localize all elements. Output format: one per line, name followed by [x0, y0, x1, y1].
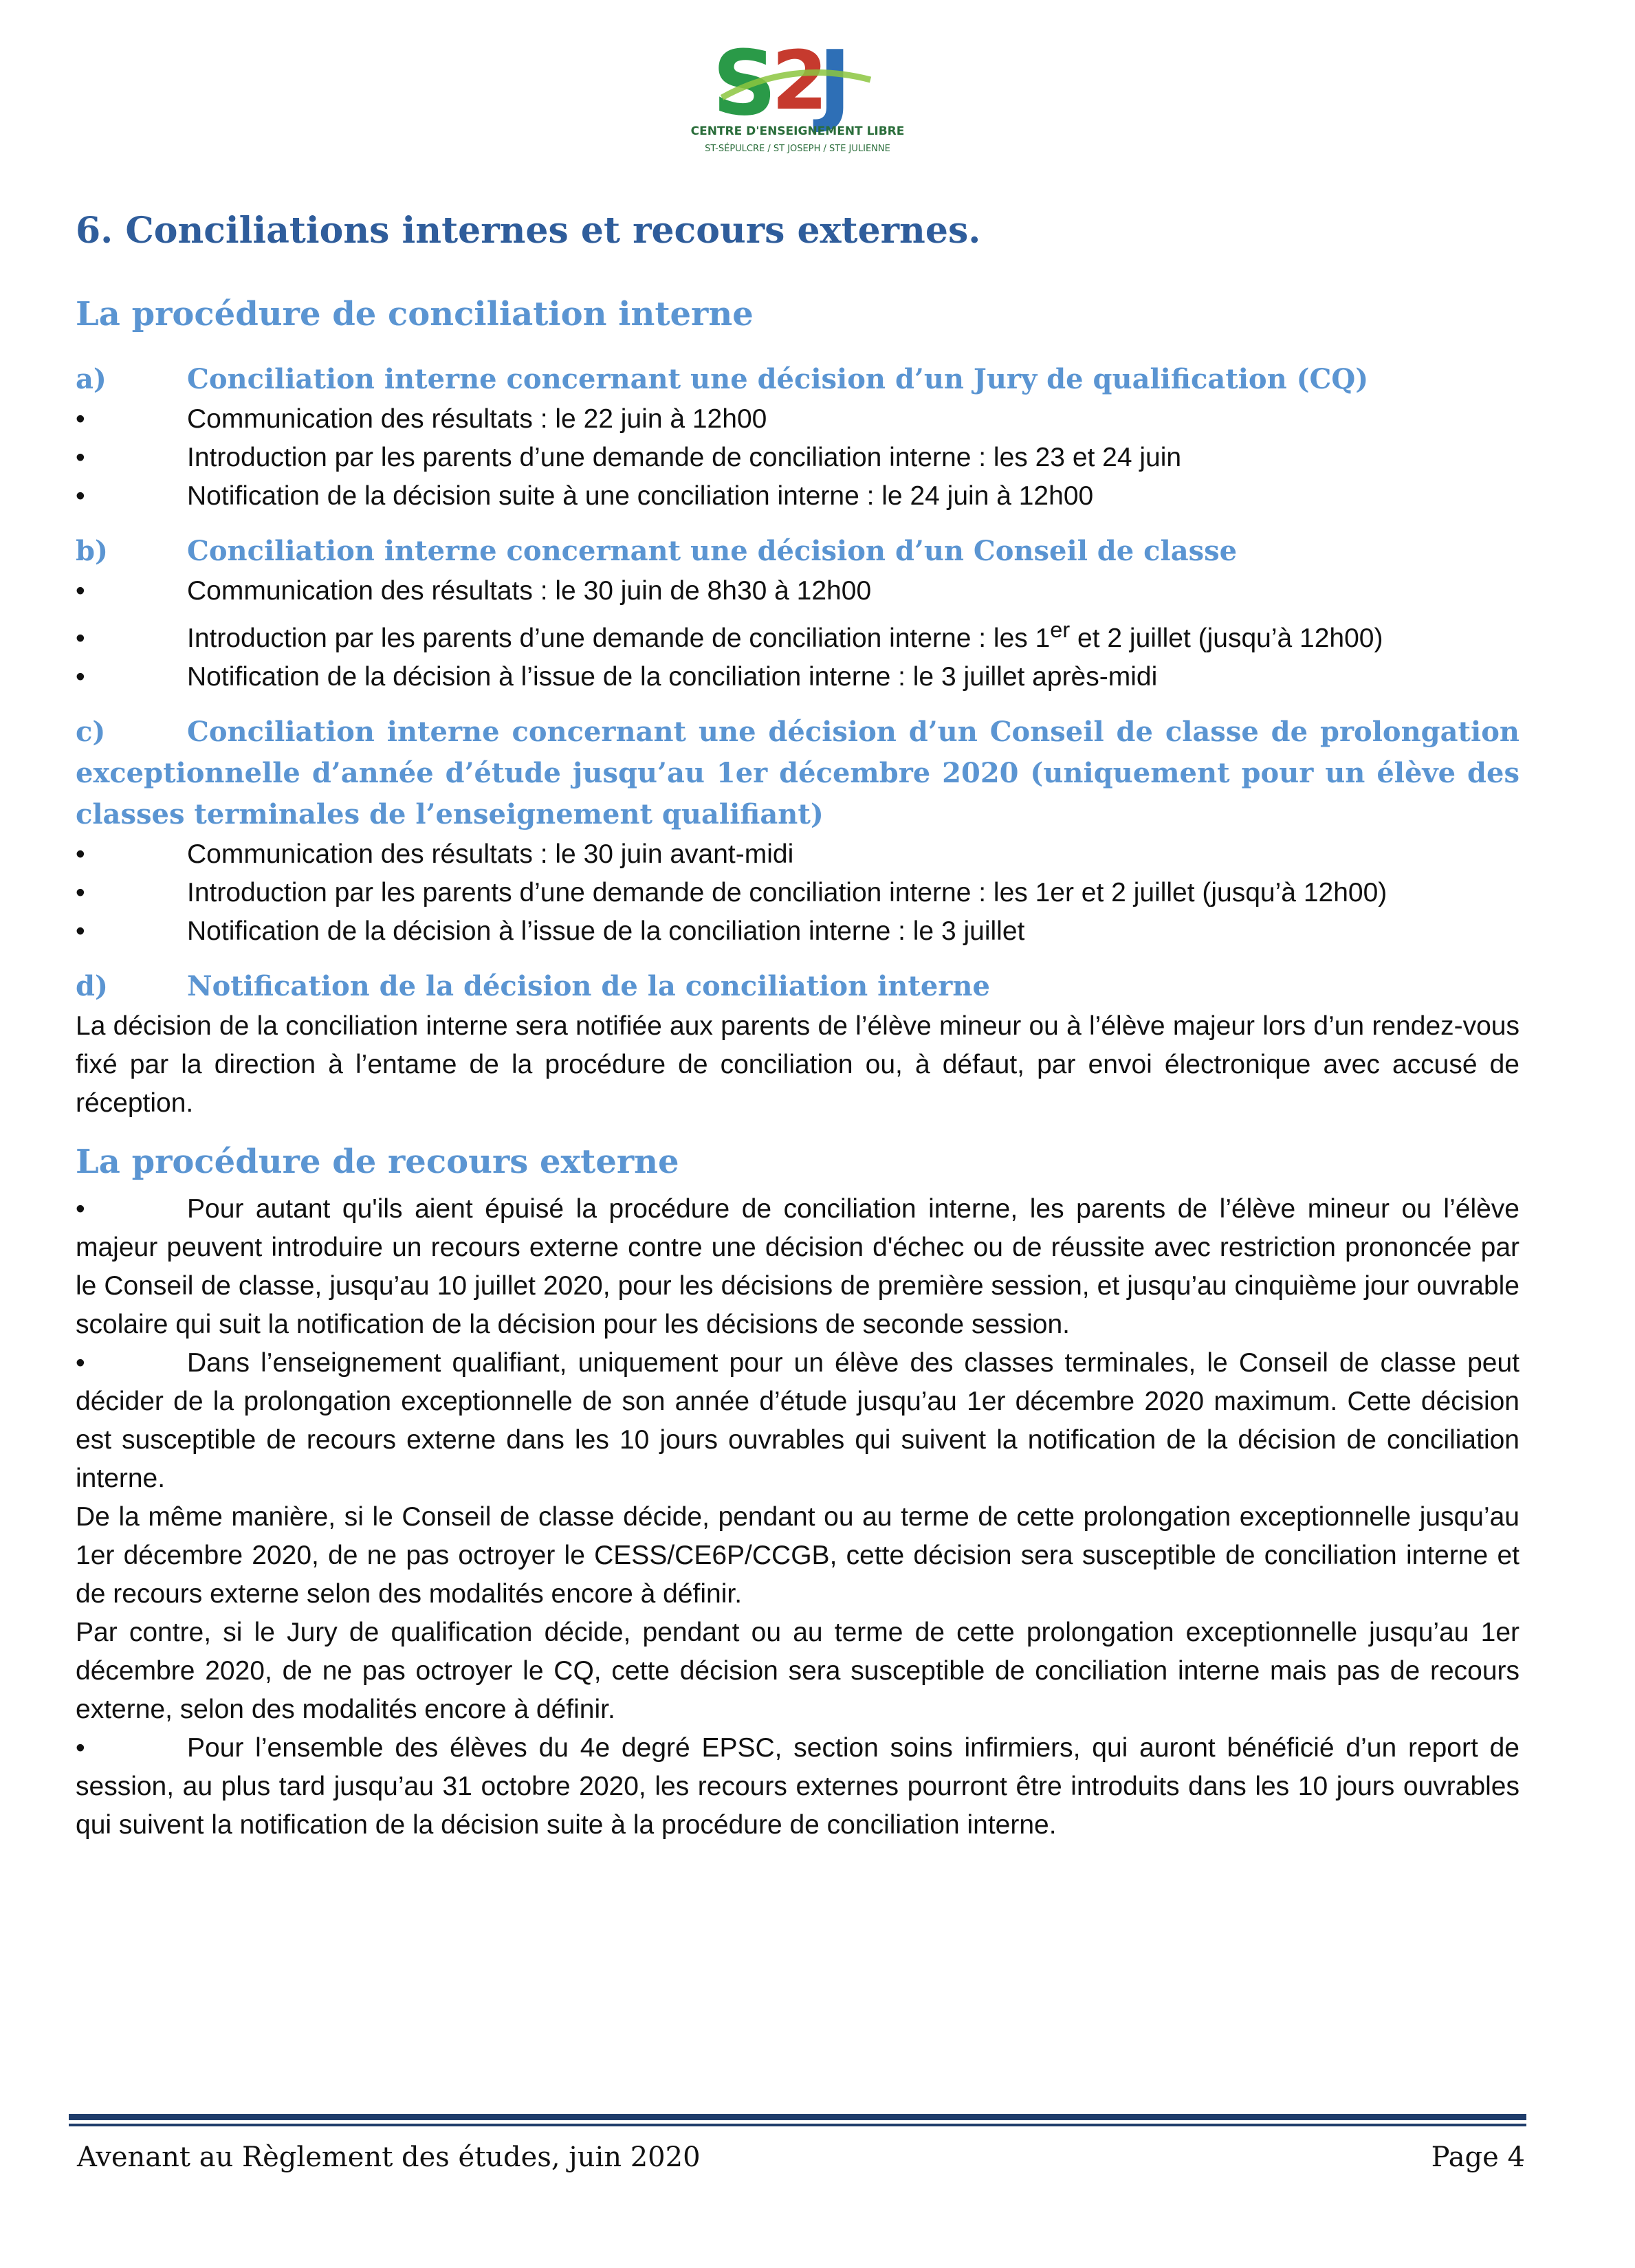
school-logo: [690, 31, 905, 162]
footer-divider: [69, 2114, 1526, 2120]
subsection-b-list: [76, 572, 1519, 696]
subsection-a-title: [76, 359, 1519, 400]
subsection-c-marker: c): [76, 716, 106, 748]
list-item: • Introduction par les parents d’une demande de conciliation interne : les 1er et 2 juillet (jusqu’à 12h00): [76, 617, 1383, 653]
list-item: • Notification de la décision à l’issue de la conciliation interne : le 3 juillet: [76, 916, 1025, 946]
external-list: [76, 1190, 1519, 1498]
document-body: [76, 206, 1519, 1845]
list-item: • Dans l’enseignement qualifiant, uniquement pour un élève des classes terminales, le Conseil de classe peut décider de la prolongation exceptionnelle de son année d’étude jusqu’au 1er décembre 2020 maximum. Cette décision est susceptible de recours externe dans les 10 jours ouvrables qui suivent la notification de la décision de conciliation interne.: [76, 1348, 1519, 1493]
subsection-d-label: Notification de la décision de la conciliation interne: [187, 970, 990, 1002]
subsection-d-marker: d): [76, 970, 108, 1002]
subsection-d-title: [76, 966, 1519, 1007]
subsection-c-label: Conciliation interne concernant une décision d’un Conseil de classe de prolongation exceptionnelle d’année d’étude jusqu’au 1er décembre 2020 (uniquement pour un élève des classes terminales de l’enseignement qualifiant): [76, 716, 1519, 830]
subsection-b-label: Conciliation interne concernant une décision d’un Conseil de classe: [187, 535, 1238, 567]
external-list-2: [76, 1729, 1519, 1845]
subsection-d-text: La décision de la conciliation interne sera notifiée aux parents de l’élève mineur ou à l’élève majeur lors d’un rendez-vous fixé par la direction à l’entame de la procédure de conciliation ou, à défaut, par envoi électronique avec accusé de réception.: [76, 1011, 1519, 1118]
logo-line2: ST-SÉPULCRE / ST JOSEPH / STE JULIENNE: [705, 144, 890, 154]
page-heading: 6. Conciliations internes et recours externes.: [76, 210, 981, 252]
subsection-a-list: [76, 400, 1519, 516]
list-item: • Pour autant qu'ils aient épuisé la procédure de conciliation interne, les parents de l’élève mineur ou l’élève majeur peuvent introduire un recours externe contre une décision d'échec ou de réussite avec restriction prononcée par le Conseil de classe, jusqu’au 10 juillet 2020, pour les décisions de première session, et jusqu’au cinquième jour ouvrable scolaire qui suit la notification de la décision pour les décisions de seconde session.: [76, 1194, 1519, 1339]
subsection-b-marker: b): [76, 535, 108, 567]
footer-page-number: Page 4: [1431, 2142, 1525, 2173]
footer-divider-thin: [69, 2124, 1526, 2126]
subsection-a-label: Conciliation interne concernant une décision d’un Jury de qualification (CQ): [187, 363, 1369, 395]
external-paragraph-1: De la même manière, si le Conseil de classe décide, pendant ou au terme de cette prolongation exceptionnelle jusqu’au 1er décembre 2020, de ne pas octroyer le CESS/CE6P/CCGB, cette décision sera susceptible de conciliation interne et de recours externe selon des modalités encore à définir.: [76, 1502, 1519, 1609]
subsection-c-list: [76, 835, 1519, 951]
list-item: • Communication des résultats : le 30 juin de 8h30 à 12h00: [76, 576, 872, 606]
list-item: • Communication des résultats : le 22 juin à 12h00: [76, 404, 767, 434]
subsection-a-marker: a): [76, 363, 107, 395]
list-item: • Pour l’ensemble des élèves du 4e degré EPSC, section soins infirmiers, qui auront bénéficié d’un report de session, au plus tard jusqu’au 31 octobre 2020, les recours externes pourront être introduits dans les 10 jours ouvrables qui suivent la notification de la décision suite à la procédure de conciliation interne.: [76, 1733, 1519, 1840]
list-item: • Notification de la décision à l’issue de la conciliation interne : le 3 juillet après-midi: [76, 662, 1158, 692]
logo-letter-j: J: [818, 31, 852, 135]
logo-letter-s: S: [712, 31, 777, 135]
internal-section-title: La procédure de conciliation interne: [76, 295, 754, 333]
external-paragraph-2: Par contre, si le Jury de qualification décide, pendant ou au terme de cette prolongation exceptionnelle jusqu’au 1er décembre 2020, de ne pas octroyer le CQ, cette décision sera susceptible de conciliation interne mais pas de recours externe, selon des modalités encore à définir.: [76, 1618, 1519, 1724]
external-section-title: La procédure de recours externe: [76, 1143, 679, 1181]
subsection-c-title: [76, 712, 1519, 835]
list-item: • Notification de la décision suite à une conciliation interne : le 24 juin à 12h00: [76, 481, 1094, 511]
list-item: • Introduction par les parents d’une demande de conciliation interne : les 1er et 2 juillet (jusqu’à 12h00): [76, 878, 1387, 907]
logo-letter-2: 2: [771, 33, 829, 128]
logo-line1: CENTRE D'ENSEIGNEMENT LIBRE: [690, 124, 905, 138]
list-item: • Introduction par les parents d’une demande de conciliation interne : les 23 et 24 juin: [76, 443, 1182, 472]
list-item: • Communication des résultats : le 30 juin avant-midi: [76, 839, 794, 869]
footer-document-title: Avenant au Règlement des études, juin 2020: [77, 2142, 701, 2173]
subsection-b-title: [76, 531, 1519, 572]
